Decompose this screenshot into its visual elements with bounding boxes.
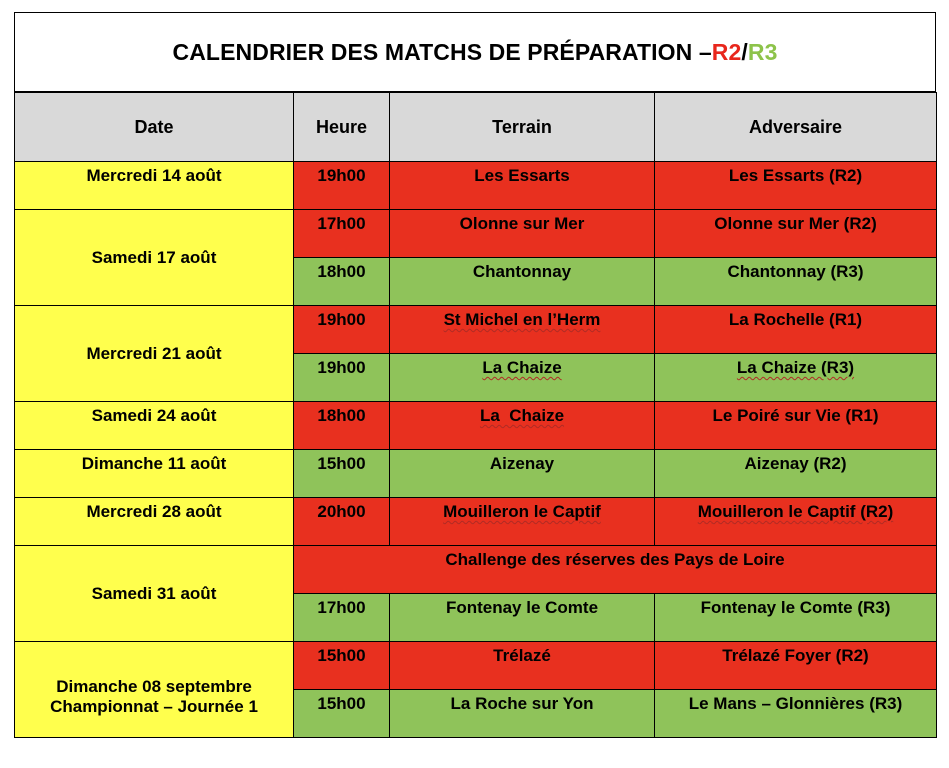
heure-cell: 15h00 — [294, 642, 390, 690]
heure-cell: 17h00 — [294, 594, 390, 642]
terrain-text: La Chaize — [482, 358, 562, 377]
title-separator: / — [741, 38, 748, 65]
terrain-cell: Fontenay le Comte — [390, 594, 655, 642]
table-row — [15, 402, 937, 450]
header-heure: Heure — [294, 93, 390, 162]
heure-cell: 18h00 — [294, 258, 390, 306]
terrain-cell — [390, 306, 655, 354]
table-row — [15, 210, 937, 258]
table-row — [15, 642, 937, 690]
terrain-text: La Chaize — [479, 406, 565, 425]
title-r2: R2 — [711, 38, 742, 65]
adversaire-cell: Les Essarts (R2) — [655, 162, 937, 210]
header-adversaire: Adversaire — [655, 93, 937, 162]
date-line-2: Championnat – Journée 1 — [50, 696, 258, 716]
adversaire-cell: Chantonnay (R3) — [655, 258, 937, 306]
heure-cell: 18h00 — [294, 402, 390, 450]
terrain-cell: La Roche sur Yon — [390, 690, 655, 738]
schedule-table — [14, 92, 937, 738]
table-header-row — [15, 93, 937, 162]
date-cell — [15, 642, 294, 738]
date-cell: Dimanche 11 août — [15, 450, 294, 498]
terrain-cell: Olonne sur Mer — [390, 210, 655, 258]
date-cell: Samedi 17 août — [15, 210, 294, 306]
table-row — [15, 162, 937, 210]
heure-cell: 19h00 — [294, 306, 390, 354]
date-cell: Mercredi 21 août — [15, 306, 294, 402]
adversaire-text: La Chaize (R3) — [736, 358, 855, 377]
terrain-cell: Chantonnay — [390, 258, 655, 306]
heure-cell: 15h00 — [294, 690, 390, 738]
heure-cell: 17h00 — [294, 210, 390, 258]
heure-cell: 19h00 — [294, 354, 390, 402]
adversaire-cell — [655, 498, 937, 546]
date-line-1: Dimanche 08 septembre — [56, 676, 252, 696]
adversaire-cell — [655, 354, 937, 402]
terrain-cell — [390, 402, 655, 450]
title-r3: R3 — [747, 38, 778, 65]
header-date: Date — [15, 93, 294, 162]
title-main: CALENDRIER DES MATCHS DE PRÉPARATION – — [172, 38, 712, 65]
table-row — [15, 498, 937, 546]
terrain-text: Mouilleron le Captif — [443, 502, 601, 521]
table-row — [15, 306, 937, 354]
table-row — [15, 546, 937, 594]
heure-cell: 20h00 — [294, 498, 390, 546]
page-title — [14, 12, 936, 92]
table-row — [15, 450, 937, 498]
terrain-cell: Trélazé — [390, 642, 655, 690]
heure-cell: 19h00 — [294, 162, 390, 210]
terrain-text: St Michel en l’Herm — [443, 310, 601, 329]
heure-cell: 15h00 — [294, 450, 390, 498]
adversaire-cell: Trélazé Foyer (R2) — [655, 642, 937, 690]
date-cell: Samedi 31 août — [15, 546, 294, 642]
adversaire-cell: Fontenay le Comte (R3) — [655, 594, 937, 642]
date-cell: Mercredi 14 août — [15, 162, 294, 210]
adversaire-cell: La Rochelle (R1) — [655, 306, 937, 354]
date-cell: Samedi 24 août — [15, 402, 294, 450]
terrain-cell — [390, 498, 655, 546]
adversaire-cell: Le Mans – Glonnières (R3) — [655, 690, 937, 738]
adversaire-text: Mouilleron le Captif (R2) — [697, 502, 894, 521]
adversaire-cell: Olonne sur Mer (R2) — [655, 210, 937, 258]
date-cell: Mercredi 28 août — [15, 498, 294, 546]
challenge-cell: Challenge des réserves des Pays de Loire — [294, 546, 937, 594]
terrain-cell — [390, 354, 655, 402]
adversaire-cell: Aizenay (R2) — [655, 450, 937, 498]
adversaire-cell: Le Poiré sur Vie (R1) — [655, 402, 937, 450]
header-terrain: Terrain — [390, 93, 655, 162]
terrain-cell: Les Essarts — [390, 162, 655, 210]
terrain-cell: Aizenay — [390, 450, 655, 498]
